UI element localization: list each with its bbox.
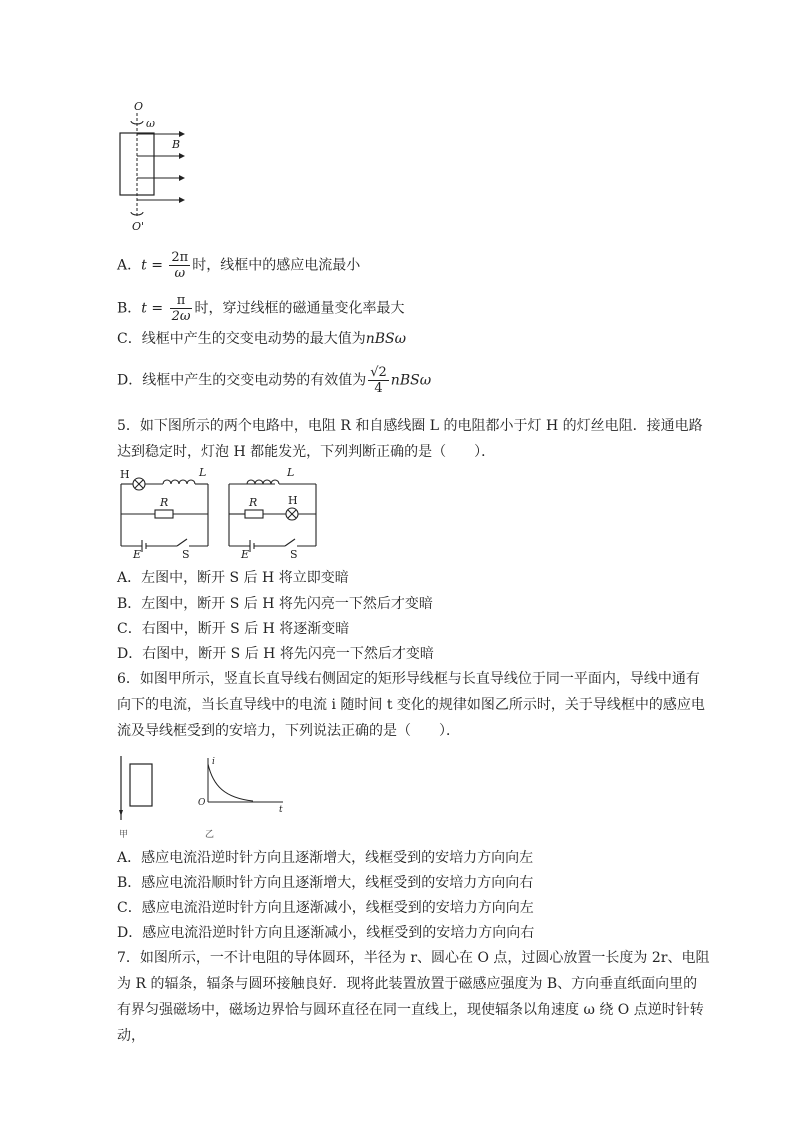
current-decay-curve — [208, 764, 253, 801]
svg-text:L: L — [199, 466, 207, 479]
q4-option-d: D．线框中产生的交变电动势的有效值为 $\frac{√2}{4}$ nBSω — [117, 365, 432, 396]
q6-option-b: B．感应电流沿顺时针方向且逐渐增大，线框受到的安培力方向向右 — [117, 875, 534, 891]
wire-frame — [130, 764, 152, 806]
q5-option-c: C．右图中，断开 S 后 H 将逐渐变暗 — [117, 621, 350, 637]
q5-stem: 5．如下图所示的两个电路中，电阻 R 和自感线圈 L 的电阻都小于灯 H 的灯丝电阻．接通电路达到稳定时，灯泡 H 都能发光，下列判断正确的是（ ）． — [117, 418, 703, 460]
q6-option-d: D．感应电流沿逆时针方向且逐渐减小，线框受到的安培力方向向右 — [117, 925, 535, 941]
q5-option-d: D．右图中，断开 S 后 H 将先闪亮一下然后才变暗 — [117, 646, 434, 662]
svg-text:S: S — [182, 548, 190, 560]
q6-figure — [113, 750, 293, 840]
axis-top-label: O — [134, 100, 144, 113]
q4-option-b: B．t = $\frac{\pi}{2\omega}$ 时，穿过线框的磁通量变化率最大 — [117, 293, 405, 324]
svg-text:i: i — [212, 757, 215, 767]
axis-bottom-label: O' — [132, 220, 145, 233]
svg-text:H: H — [288, 494, 298, 507]
field-label: B — [172, 138, 181, 151]
svg-text:E: E — [241, 548, 250, 560]
svg-text:甲: 甲 — [119, 830, 129, 840]
q6-stem: 6．如图甲所示，竖直长直导线右侧固定的矩形导线框与长直导线位于同一平面内，导线中通有向下的电流，当长直导线中的电流 i 随时间 t 变化的规律如图乙所示时，关于导线框中的感应电流及导线框受到的安培力，下列说法正确的是（ ）． — [117, 671, 705, 739]
omega-label: ω — [146, 117, 155, 130]
q6-option-c: C．感应电流沿逆时针方向且逐渐减小，线框受到的安培力方向向左 — [117, 900, 534, 916]
q6-option-a: A．感应电流沿逆时针方向且逐渐增大，线框受到的安培力方向向左 — [117, 850, 534, 866]
svg-text:E: E — [133, 548, 142, 560]
svg-text:H: H — [120, 468, 130, 481]
svg-text:乙: 乙 — [205, 830, 215, 840]
q5-circuit-figure — [115, 464, 325, 560]
svg-text:t: t — [279, 805, 283, 815]
q4-option-a: A．t = $\frac{2\pi}{\omega}$ 时，线框中的感应电流最小 — [117, 250, 361, 281]
q5-option-b: B．左图中，断开 S 后 H 将先闪亮一下然后才变暗 — [117, 596, 433, 612]
q5-option-a: A．左图中，断开 S 后 H 将立即变暗 — [117, 570, 349, 586]
svg-text:R: R — [249, 496, 258, 509]
q7-stem: 7．如图所示，一不计电阻的导体圆环，半径为 r、圆心在 O 点，过圆心放置一长度为 2r、电阻为 R 的辐条，辐条与圆环接触良好．现将此装置放置于磁感应强度为 B、方向垂直纸面向里的有界匀强磁场中，磁场边界恰与圆环直径在同一直线上，现使辐条以角速度 ω 绕 O 点逆时针转动， — [117, 950, 710, 1044]
svg-text:R: R — [160, 496, 169, 509]
svg-text:S: S — [290, 548, 298, 560]
svg-text:O: O — [198, 798, 206, 808]
q4-option-c: C．线框中产生的交变电动势的最大值为nBSω — [117, 331, 407, 347]
svg-text:L: L — [287, 466, 295, 479]
coil-rotation-figure — [112, 96, 192, 234]
